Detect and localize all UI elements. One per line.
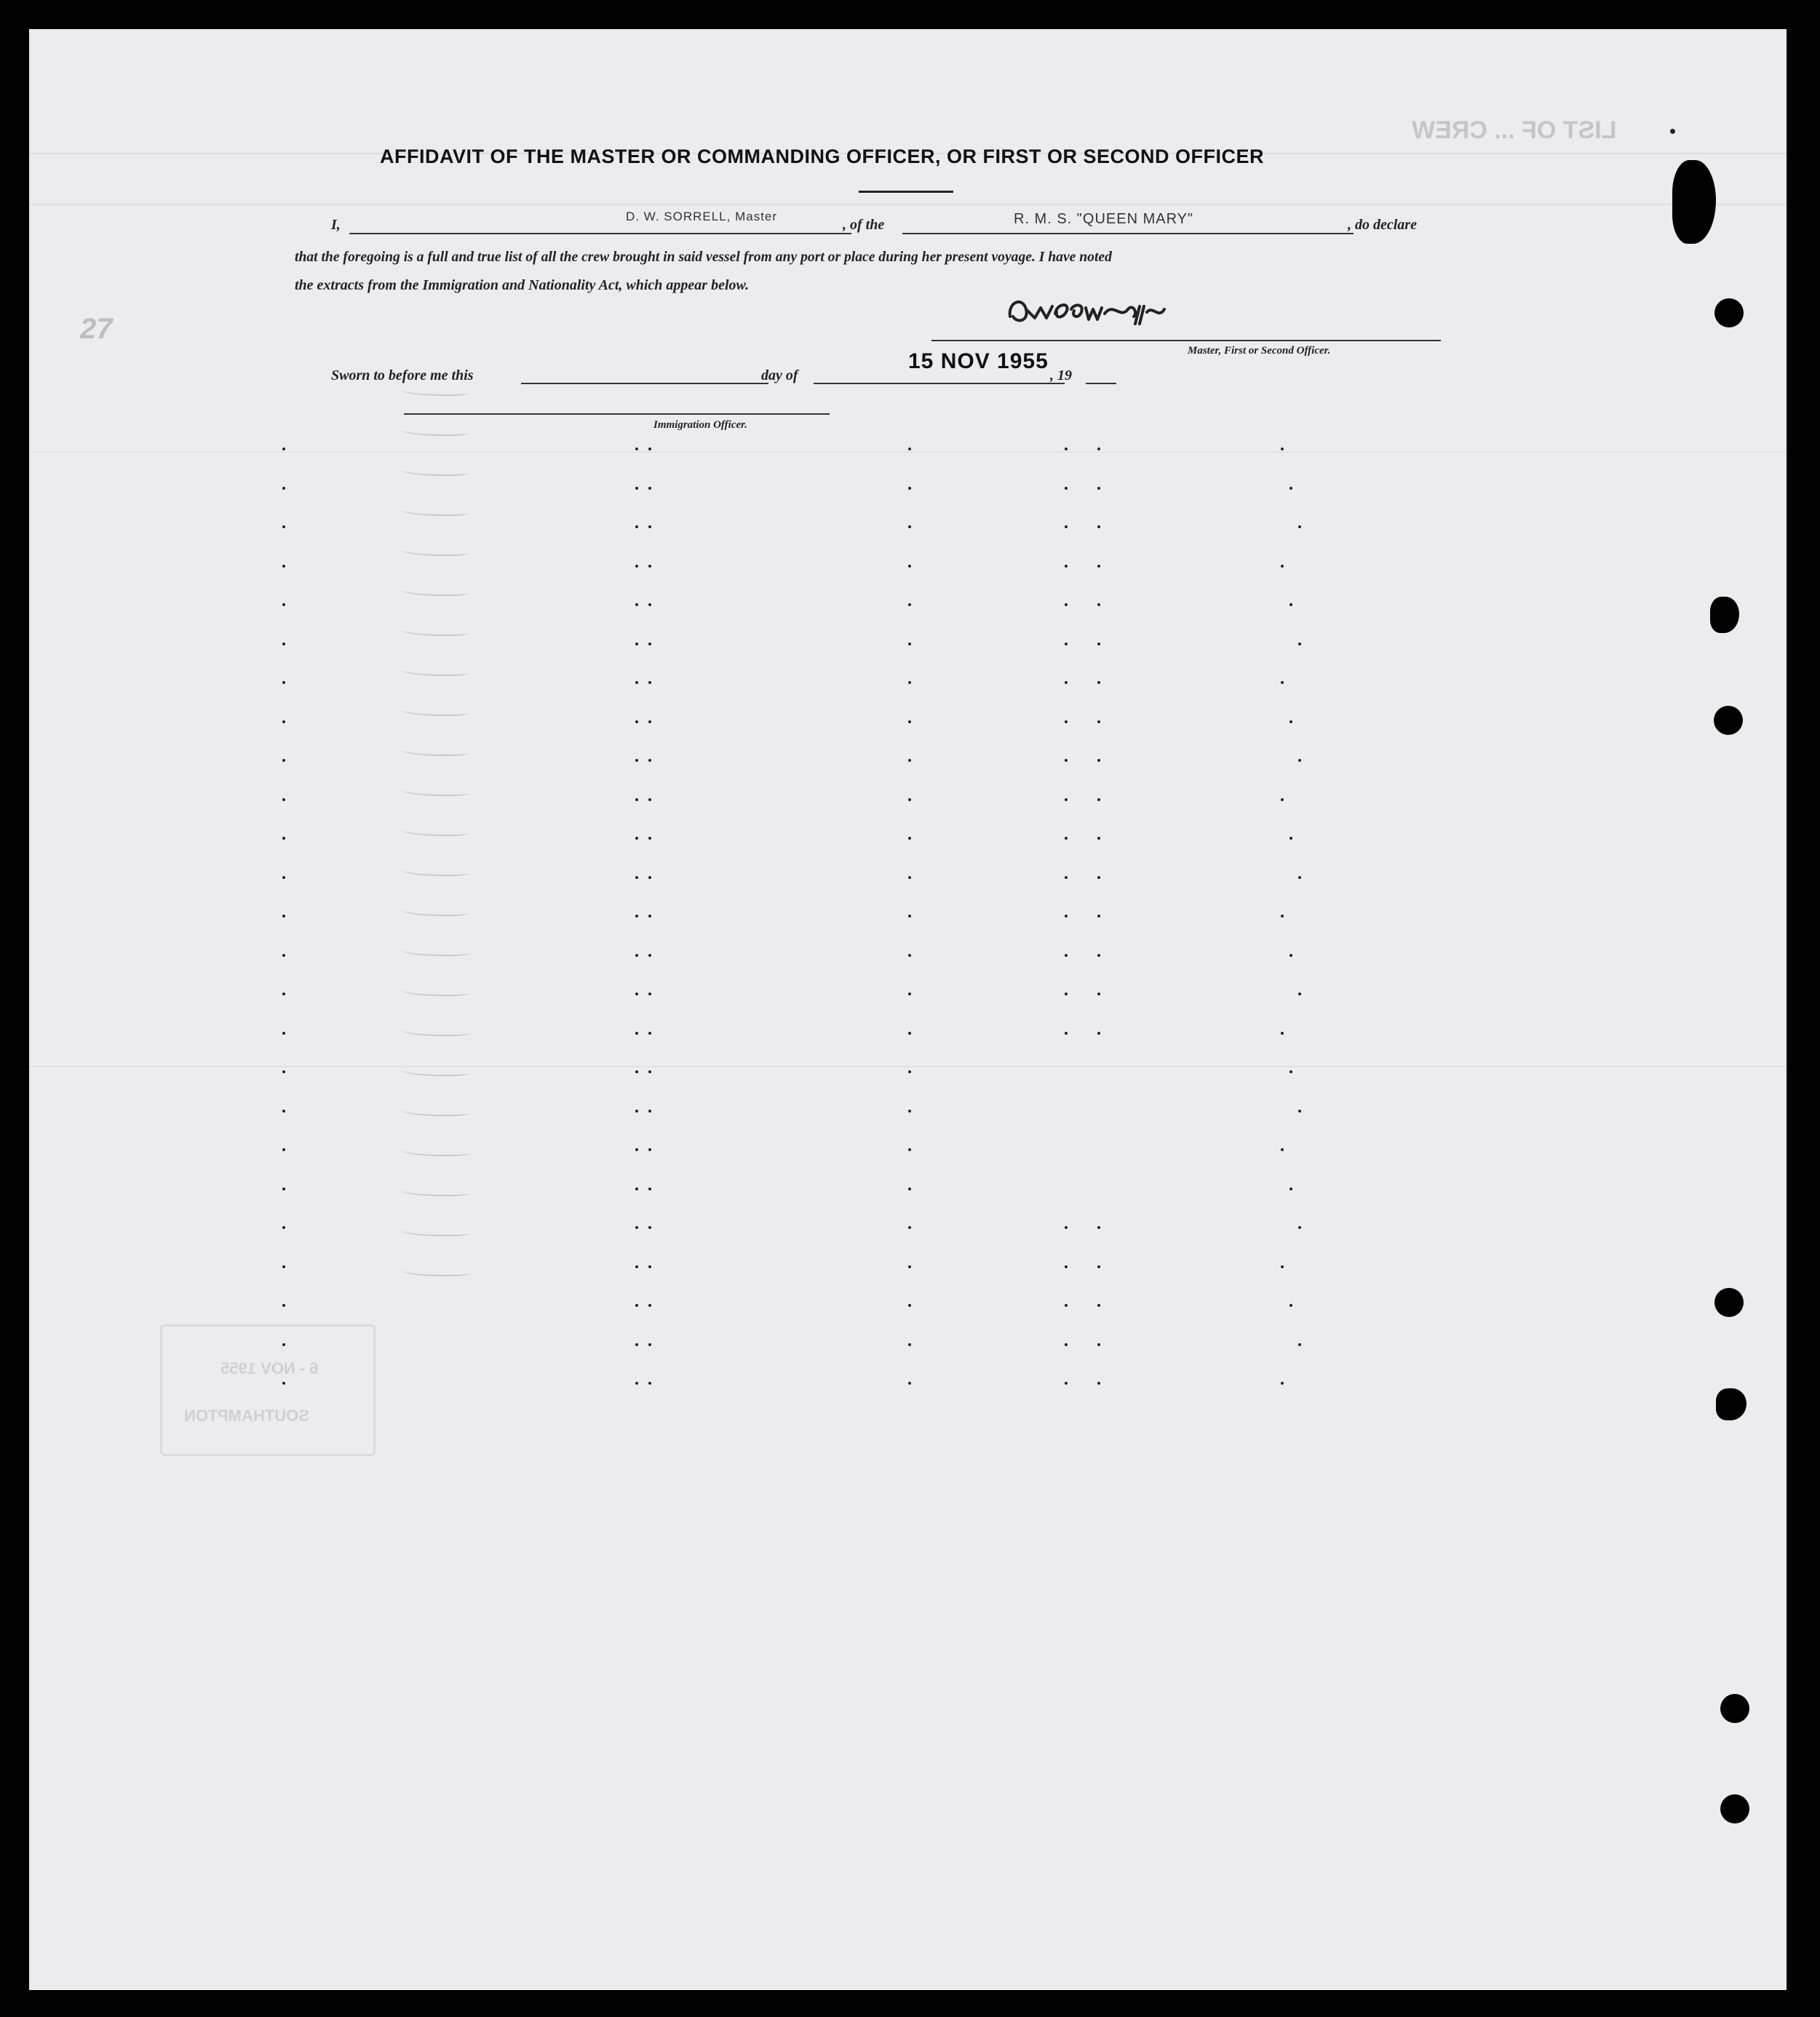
ditto-dot <box>1065 1382 1068 1385</box>
ditto-dot <box>908 1226 911 1229</box>
ditto-dot <box>1065 1265 1068 1268</box>
ditto-dot <box>1065 1032 1068 1035</box>
ditto-dot <box>635 1070 638 1073</box>
ditto-dot <box>908 1304 911 1307</box>
vessel-name-line <box>902 233 1354 234</box>
ditto-dot <box>1065 1343 1068 1346</box>
ditto-dot <box>282 525 285 528</box>
ditto-dot <box>1290 603 1292 606</box>
ditto-dot <box>282 915 285 918</box>
ditto-dot <box>1065 837 1068 840</box>
ditto-dot <box>635 643 638 645</box>
ditto-dot <box>282 643 285 645</box>
declaration-line-3: the extracts from the Immigration and Nationality Act, which appear below. <box>295 277 750 293</box>
ditto-dot <box>1097 954 1100 957</box>
ditto-dot <box>1097 798 1100 801</box>
ditto-dot <box>908 1148 911 1151</box>
ditto-dot <box>635 1226 638 1229</box>
ditto-dot <box>648 1343 651 1346</box>
bleed-through-handwriting <box>400 586 469 596</box>
bleed-through-handwriting <box>400 546 469 556</box>
ditto-dot <box>1290 837 1292 840</box>
ditto-dot <box>1290 1187 1292 1190</box>
ditto-dot <box>1298 759 1301 762</box>
ditto-dot <box>1065 1304 1068 1307</box>
bleed-through-handwriting <box>400 1266 469 1276</box>
bleed-through-handwriting <box>400 706 469 716</box>
ditto-dot <box>648 1070 651 1073</box>
ditto-dot <box>1097 1304 1100 1307</box>
ditto-dot <box>1298 1110 1301 1113</box>
ditto-dot <box>1298 525 1301 528</box>
bleed-through-header: LIST OF ... CREW <box>1412 116 1617 144</box>
sworn-day-line <box>521 383 768 384</box>
ditto-dot <box>635 1187 638 1190</box>
ditto-dot <box>1065 876 1068 879</box>
ditto-dot <box>282 1187 285 1190</box>
ditto-dot <box>1281 565 1284 568</box>
ditto-dot <box>1097 681 1100 684</box>
of-the-label: , of the <box>843 217 885 233</box>
master-name: D. W. SORRELL, Master <box>626 210 778 223</box>
bleed-through-stamp-place: SOUTHAMPTON <box>184 1407 309 1425</box>
ditto-dot <box>282 954 285 957</box>
bleed-through-handwriting <box>400 386 469 396</box>
ditto-dot <box>1290 1070 1292 1073</box>
ditto-dot <box>648 992 651 995</box>
ditto-dot <box>648 1110 651 1113</box>
ditto-dot <box>908 1032 911 1035</box>
ditto-dot <box>1290 1304 1292 1307</box>
ditto-dot <box>635 915 638 918</box>
ditto-dot <box>282 681 285 684</box>
bleed-through-handwriting <box>400 746 469 756</box>
ditto-dot <box>635 681 638 684</box>
ditto-dot <box>908 1343 911 1346</box>
ditto-dot <box>635 954 638 957</box>
signature-caption: Master, First or Second Officer. <box>1188 345 1331 357</box>
immigration-officer-caption: Immigration Officer. <box>653 419 747 431</box>
ditto-dot <box>1097 992 1100 995</box>
ditto-dot <box>282 1110 285 1113</box>
ditto-dot <box>908 681 911 684</box>
ditto-dot <box>1281 915 1284 918</box>
ditto-dot <box>1097 447 1100 450</box>
ditto-dot <box>1097 525 1100 528</box>
ditto-dot <box>1097 837 1100 840</box>
scan-edge <box>1787 29 1820 1990</box>
ditto-dot <box>282 1382 285 1385</box>
ditto-dot <box>908 487 911 490</box>
ditto-dot <box>648 954 651 957</box>
bleed-through-handwriting <box>400 506 469 516</box>
ditto-dot <box>648 720 651 723</box>
ditto-dot <box>635 1110 638 1113</box>
ditto-dot <box>282 487 285 490</box>
bleed-through-rule <box>29 204 1787 205</box>
ditto-dot <box>1097 759 1100 762</box>
ditto-dot <box>908 447 911 450</box>
ditto-dot <box>1097 876 1100 879</box>
ditto-dot <box>908 1382 911 1385</box>
ditto-dot <box>1097 720 1100 723</box>
ditto-dot <box>908 876 911 879</box>
signature-line <box>931 340 1441 341</box>
bleed-through-handwriting <box>400 1066 469 1076</box>
ditto-dot <box>648 1265 651 1268</box>
ditto-dot <box>1281 447 1284 450</box>
ditto-dot <box>908 992 911 995</box>
ditto-dot <box>648 759 651 762</box>
ditto-dot <box>1281 1032 1284 1035</box>
ditto-dot <box>282 447 285 450</box>
ditto-dot <box>1298 992 1301 995</box>
ditto-dot <box>1281 798 1284 801</box>
ditto-dot <box>1281 1382 1284 1385</box>
ditto-dot <box>1065 759 1068 762</box>
ditto-dot <box>635 759 638 762</box>
ditto-dot <box>1065 565 1068 568</box>
ditto-dot <box>908 603 911 606</box>
ditto-dot <box>1065 643 1068 645</box>
ditto-dot <box>908 1110 911 1113</box>
ditto-dot <box>282 1226 285 1229</box>
ditto-dot <box>648 798 651 801</box>
ditto-dot <box>648 525 651 528</box>
ditto-dot <box>908 720 911 723</box>
ditto-dot <box>282 1148 285 1151</box>
bleed-through-handwriting <box>400 826 469 836</box>
ditto-dot <box>635 447 638 450</box>
ditto-dot <box>1290 487 1292 490</box>
ditto-dot <box>1097 915 1100 918</box>
ditto-dot <box>648 565 651 568</box>
ditto-dot <box>908 798 911 801</box>
bleed-through-handwriting <box>400 1186 469 1196</box>
ditto-dot <box>908 1265 911 1268</box>
ditto-dot <box>635 565 638 568</box>
ditto-dot <box>1065 992 1068 995</box>
ditto-dot <box>1281 681 1284 684</box>
ditto-dot <box>1298 876 1301 879</box>
ditto-dot <box>1065 915 1068 918</box>
vessel-name: R. M. S. "QUEEN MARY" <box>1014 211 1194 227</box>
sworn-day-of-label: day of <box>761 367 798 383</box>
ditto-dot <box>282 759 285 762</box>
ditto-dot <box>635 1304 638 1307</box>
ditto-dot <box>908 525 911 528</box>
ditto-dot <box>282 876 285 879</box>
ditto-dot <box>1097 1226 1100 1229</box>
ditto-dot <box>282 837 285 840</box>
bleed-through-rule <box>29 451 1787 453</box>
ditto-dot <box>635 837 638 840</box>
ditto-dot <box>1097 565 1100 568</box>
ditto-dot <box>635 1148 638 1151</box>
title-underline <box>859 191 953 193</box>
punch-hole <box>1714 298 1744 327</box>
bleed-through-handwriting <box>400 866 469 876</box>
ditto-dot <box>635 1265 638 1268</box>
ditto-dot <box>1065 681 1068 684</box>
ditto-dot <box>282 1070 285 1073</box>
ditto-dot <box>1065 447 1068 450</box>
ditto-dot <box>1097 1032 1100 1035</box>
ditto-dot <box>1281 1265 1284 1268</box>
do-declare-label: , do declare <box>1348 217 1417 233</box>
ditto-dot <box>908 565 911 568</box>
ditto-dot <box>648 876 651 879</box>
ditto-dot <box>908 1187 911 1190</box>
declaration-line-2: that the foregoing is a full and true list of all the crew brought in said vessel from any port or place during her present voyage. I have noted <box>295 250 1112 265</box>
bleed-through-handwriting <box>400 466 469 476</box>
ditto-dot <box>282 565 285 568</box>
master-name-line <box>349 233 851 234</box>
bleed-through-handwriting <box>400 946 469 956</box>
bleed-through-stamp <box>160 1324 375 1456</box>
ditto-dot <box>1290 720 1292 723</box>
ditto-dot <box>908 643 911 645</box>
ditto-dot <box>648 1148 651 1151</box>
bleed-through-handwriting <box>400 666 469 676</box>
bleed-through-stamp-date: 6 - NOV 1955 <box>220 1359 319 1377</box>
bleed-through-handwriting <box>400 986 469 996</box>
sworn-month-line <box>814 383 1065 384</box>
ditto-dot <box>1097 487 1100 490</box>
ditto-dot <box>648 603 651 606</box>
document-page <box>29 29 1787 1990</box>
punch-hole <box>1720 1794 1749 1823</box>
punch-hole <box>1714 706 1743 735</box>
ditto-dot <box>908 1070 911 1073</box>
punch-hole <box>1720 1694 1749 1723</box>
ditto-dot <box>648 447 651 450</box>
ditto-dot <box>1065 720 1068 723</box>
ditto-dot <box>635 487 638 490</box>
ditto-dot <box>635 876 638 879</box>
ditto-dot <box>648 643 651 645</box>
ink-speck <box>1670 129 1675 134</box>
bleed-through-handwriting <box>400 426 469 436</box>
bleed-through-handwriting <box>400 1106 469 1116</box>
bleed-through-page-mark: 27 <box>80 313 113 345</box>
ditto-dot <box>908 837 911 840</box>
ditto-dot <box>282 1265 285 1268</box>
ditto-dot <box>648 837 651 840</box>
ditto-dot <box>648 681 651 684</box>
ditto-dot <box>635 603 638 606</box>
ditto-dot <box>1290 954 1292 957</box>
ditto-dot <box>282 992 285 995</box>
ditto-dot <box>908 915 911 918</box>
ditto-dot <box>908 954 911 957</box>
declarant-prefix: I, <box>331 217 341 233</box>
ditto-dot <box>635 798 638 801</box>
bleed-through-handwriting <box>400 786 469 796</box>
ditto-dot <box>282 1032 285 1035</box>
ditto-dot <box>1065 1226 1068 1229</box>
bleed-through-handwriting <box>400 1026 469 1036</box>
punch-hole <box>1714 1288 1744 1317</box>
ditto-dot <box>1097 1382 1100 1385</box>
ditto-dot <box>648 487 651 490</box>
ditto-dot <box>648 1032 651 1035</box>
ditto-dot <box>1298 1343 1301 1346</box>
ditto-dot <box>648 1304 651 1307</box>
ditto-dot <box>648 1187 651 1190</box>
affidavit-title: AFFIDAVIT OF THE MASTER OR COMMANDING OFFICER, OR FIRST OR SECOND OFFICER <box>380 146 1264 167</box>
ditto-dot <box>1065 603 1068 606</box>
bleed-through-handwriting <box>400 906 469 916</box>
sworn-prefix: Sworn to before me this <box>331 367 474 383</box>
ditto-dot <box>1097 1265 1100 1268</box>
ditto-dot <box>635 992 638 995</box>
ditto-dot <box>908 759 911 762</box>
ditto-dot <box>1065 798 1068 801</box>
ditto-dot <box>1097 603 1100 606</box>
bleed-through-handwriting <box>400 626 469 636</box>
ditto-dot <box>635 720 638 723</box>
ditto-dot <box>282 720 285 723</box>
ditto-dot <box>282 603 285 606</box>
ditto-dot <box>648 1382 651 1385</box>
ditto-dot <box>1298 1226 1301 1229</box>
ditto-dot <box>1298 643 1301 645</box>
ditto-dot <box>1065 525 1068 528</box>
master-signature <box>1004 287 1223 331</box>
ditto-dot <box>635 1382 638 1385</box>
ditto-dot <box>282 1343 285 1346</box>
ditto-dot <box>1097 1343 1100 1346</box>
ditto-dot <box>1065 954 1068 957</box>
bleed-through-rule <box>29 1066 1787 1067</box>
ditto-dot <box>648 915 651 918</box>
bleed-through-handwriting <box>400 1146 469 1156</box>
ditto-dot <box>282 1304 285 1307</box>
bleed-through-handwriting <box>400 1226 469 1236</box>
ditto-dot <box>1281 1148 1284 1151</box>
ditto-dot <box>635 525 638 528</box>
sworn-date-stamp: 15 NOV 1955 <box>908 349 1049 373</box>
ditto-dot <box>1065 487 1068 490</box>
ditto-dot <box>1097 643 1100 645</box>
ditto-dot <box>635 1032 638 1035</box>
ditto-dot <box>635 1343 638 1346</box>
sworn-year-line <box>1086 383 1116 384</box>
ditto-dot <box>282 798 285 801</box>
sworn-year-label: , 19 <box>1050 367 1072 383</box>
immigration-officer-line <box>404 413 830 415</box>
ditto-dot <box>648 1226 651 1229</box>
